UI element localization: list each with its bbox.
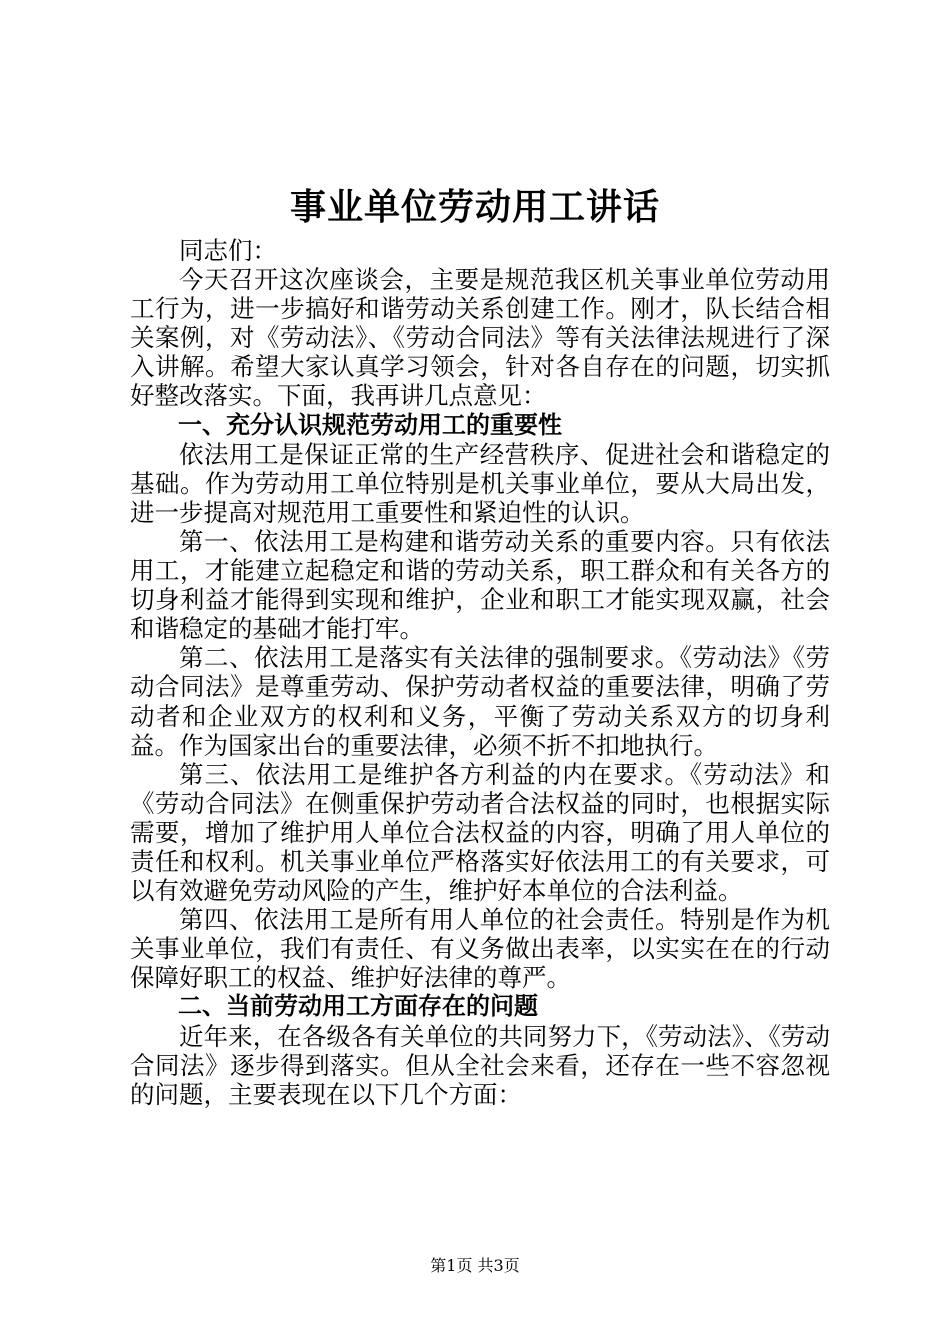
paragraph-point-1: 第一、依法用工是构建和谐劳动关系的重要内容。只有依法用工，才能建立起稳定和谐的劳动关系，职工群众和有关各方的切身利益才能得到实现和维护，企业和职工才能实现双赢，社会和谐稳定的基础才能打牢。 xyxy=(130,526,830,644)
paragraph-intro: 今天召开这次座谈会，主要是规范我区机关事业单位劳动用工行为，进一步搞好和谐劳动关系创建工作。刚才，队长结合相关案例，对《劳动法》、《劳动合同法》等有关法律法规进行了深入讲解。希望大家认真学习领会，针对各自存在的问题，切实抓好整改落实。下面，我再讲几点意见： xyxy=(130,265,830,411)
paragraph-point-4: 第四、依法用工是所有用人单位的社会责任。特别是作为机关事业单位，我们有责任、有义务做出表率，以实实在在的行动保障好职工的权益、维护好法律的尊严。 xyxy=(130,905,830,993)
paragraph-point-2: 第二、依法用工是落实有关法律的强制要求。《劳动法》《劳动合同法》是尊重劳动、保护劳动者权益的重要法律，明确了劳动者和企业双方的权利和义务，平衡了劳动关系双方的切身利益。作为国家出台的重要法律，必须不折不扣地执行。 xyxy=(130,643,830,760)
paragraph-section1-intro: 依法用工是保证正常的生产经营秩序、促进社会和谐稳定的基础。作为劳动用工单位特别是机关事业单位，要从大局出发，进一步提高对规范用工重要性和紧迫性的认识。 xyxy=(130,439,830,527)
document-title: 事业单位劳动用工讲话 xyxy=(289,187,660,228)
page-footer: 第1页 共3页 xyxy=(430,1256,520,1275)
section-heading-1: 一、充分认识规范劳动用工的重要性 xyxy=(178,410,562,439)
paragraph-point-3: 第三、依法用工是维护各方利益的内在要求。《劳动法》和《劳动合同法》在侧重保护劳动者合法权益的同时，也根据实际需要，增加了维护用人单位合法权益的内容，明确了用人单位的责任和权利。机关事业单位严格落实好依法用工的有关要求，可以有效避免劳动风险的产生，维护好本单位的合法利益。 xyxy=(130,759,830,906)
document-body xyxy=(130,236,830,1109)
paragraph-section2-intro: 近年来，在各级各有关单位的共同努力下，《劳动法》、《劳动合同法》逐步得到落实。但从全社会来看，还存在一些不容忽视的问题，主要表现在以下几个方面： xyxy=(130,1021,830,1109)
section-heading-2: 二、当前劳动用工方面存在的问题 xyxy=(178,992,538,1021)
salutation: 同志们： xyxy=(179,236,277,265)
